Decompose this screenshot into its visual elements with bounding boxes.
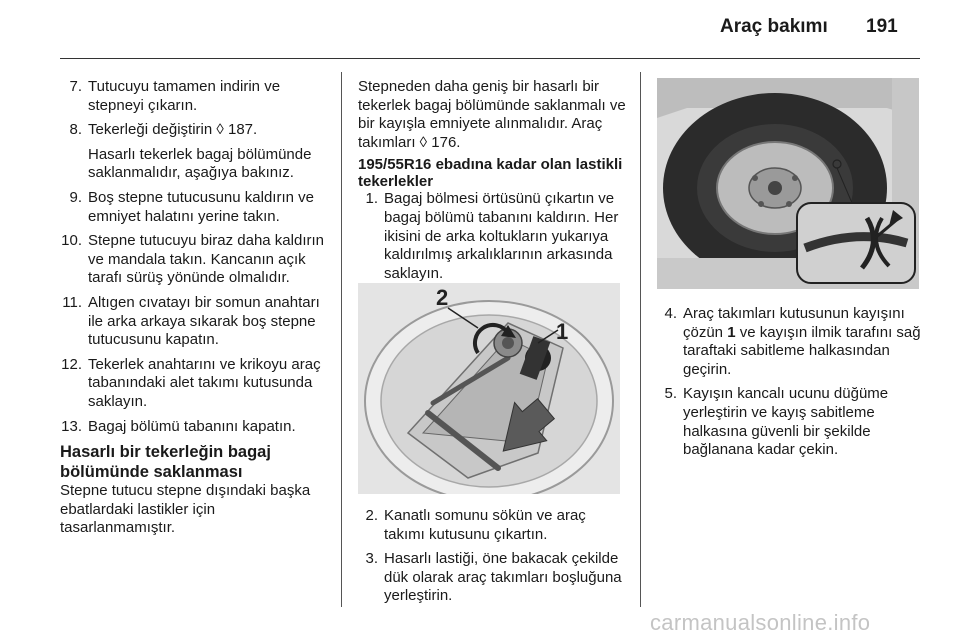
item-text-part: Araç takımları kutusunun kayışını çözün — [683, 305, 905, 341]
item-text: Stepne tutucuyu biraz daha kaldırın ve mandala takın. Kancanın açık tarafı sürüş yönünde olmalıdır. — [88, 232, 324, 287]
spare-wheel-figure — [657, 78, 919, 289]
figure-label-1: 1 — [556, 319, 569, 344]
item-text: Bagaj bölmesi örtüsünü çıkartın ve bagaj bölümü tabanını kaldırın. Her ikisini de arka koltukların yukarıya kaldırılmış arkalıklarının arkasında saklayın. — [384, 190, 619, 282]
item-number: 13. — [61, 417, 82, 435]
tool-kit-illustration — [358, 283, 620, 494]
tool-kit-figure — [358, 283, 620, 494]
item-number: 4. — [664, 305, 677, 322]
item-text: Kanatlı somunu sökün ve araç takımı kutusunu çıkartın. — [384, 507, 586, 543]
item-number: 5. — [664, 385, 677, 403]
section-text: Stepne tutucu stepne dışındaki başka ebatlardaki lastikler için tasarlanmamıştır. — [60, 482, 311, 537]
item-text: Bagaj bölümü tabanını kapatın. — [88, 417, 296, 435]
list-item — [60, 121, 330, 183]
column-divider-2 — [640, 72, 641, 607]
item-note: Hasarlı tekerlek bagaj bölümünde saklanmalıdır, aşağıya bakınız. — [88, 145, 312, 182]
section-heading: Hasarlı bir tekerleğin bagaj bölümünde saklanması — [60, 443, 271, 482]
item-text: Altıgen cıvatayı bir somun anahtarı ile arka arkaya sıkarak boş stepne tutucusunu kapatın. — [88, 293, 320, 349]
item-number: 11. — [62, 293, 82, 311]
page-header-title: Araç bakımı — [720, 16, 828, 37]
watermark: carmanualsonline.info — [650, 610, 871, 635]
item-text — [683, 305, 927, 379]
item-text: Tekerlek anahtarını ve krikoyu araç tabanındaki alet takımı kutusunda saklayın. — [88, 355, 321, 410]
item-text-part: ve kayışın ilmik tarafını sağ taraftaki sabitleme halkasından geçirin. — [683, 323, 921, 378]
subheading: 195/55R16 ebadına kadar olan lastikli tekerlekler — [358, 156, 623, 191]
list-item — [60, 232, 330, 288]
item-text: Tekerleği değiştirin ◊ 187. — [88, 121, 258, 139]
item-number: 9. — [69, 188, 82, 206]
item-number: 10. — [61, 232, 82, 250]
list-item — [60, 189, 330, 226]
item-number: 3. — [365, 550, 378, 568]
list-item — [60, 356, 330, 412]
column-2-lower — [358, 507, 628, 612]
list-item — [358, 507, 628, 544]
item-number: 12. — [61, 355, 82, 373]
list-item — [358, 550, 628, 606]
item-number: 7. — [69, 78, 82, 95]
item-text: Tutucuyu tamamen indirin ve stepneyi çıkarın. — [88, 78, 281, 114]
list-item — [60, 418, 330, 437]
list-item — [60, 294, 330, 350]
item-number: 8. — [69, 121, 82, 139]
list-item — [657, 385, 927, 459]
column-1 — [60, 78, 330, 538]
item-number: 1. — [365, 190, 378, 208]
list-item — [60, 78, 330, 115]
page-number: 191 — [866, 16, 898, 37]
strap-reference: 1 — [727, 323, 736, 341]
intro-text: Stepneden daha geniş bir hasarlı bir tekerlek bagaj bölümünde saklanmalı ve bir kayışla emniyete alınmalıdır. Araç takımları ◊ 176. — [358, 78, 626, 151]
item-text: Kayışın kancalı ucunu düğüme yerleştirin ve kayış sabitleme halkasına güvenli bir şekilde bağlanana kadar çekin. — [683, 385, 889, 459]
item-number: 2. — [365, 507, 378, 524]
figure-label-2: 2 — [436, 285, 449, 310]
list-item — [657, 305, 927, 379]
item-text: Hasarlı lastiği, öne bakacak çekilde dük olarak araç takımları boşluğuna yerleştirin. — [384, 550, 622, 605]
spare-wheel-illustration — [657, 78, 919, 289]
column-divider-1 — [341, 72, 342, 607]
column-3 — [657, 305, 927, 466]
item-text: Boş stepne tutucusunu kaldırın ve emniyet halatını yerine takın. — [88, 188, 314, 225]
header-divider — [60, 58, 920, 59]
column-2 — [358, 78, 628, 289]
list-item — [358, 190, 628, 283]
